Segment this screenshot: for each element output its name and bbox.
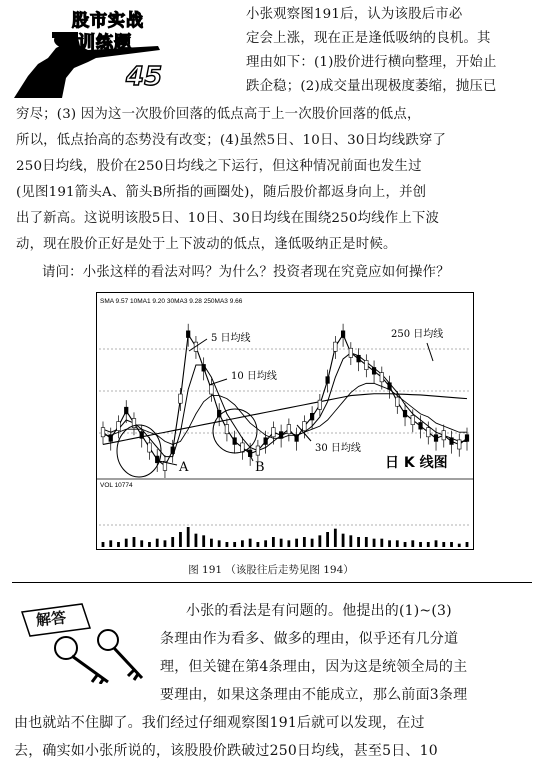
candle-body — [171, 447, 175, 454]
volume-bar — [450, 542, 453, 547]
volume-bar — [388, 540, 391, 547]
exercise-badge — [8, 6, 178, 102]
candle-body — [279, 432, 283, 439]
volume-bar — [287, 540, 290, 547]
candle-body — [442, 431, 446, 440]
volume-bar — [164, 540, 167, 547]
candle-body — [310, 413, 314, 420]
volume-bar — [233, 542, 236, 547]
volume-bar — [435, 540, 438, 547]
chart-svg — [97, 293, 473, 549]
volume-bar — [411, 540, 414, 547]
ma-line-1 — [103, 353, 467, 457]
candle-body — [101, 428, 105, 437]
answer-line: 由也就站不住脚了。我们经过仔细观察图191后就可以发现，在过 — [14, 715, 425, 731]
volume-bar — [109, 540, 112, 547]
label-a: A — [179, 460, 189, 475]
volume-bar — [156, 539, 159, 547]
candle-body — [117, 422, 121, 431]
volume-bar — [295, 539, 298, 547]
volume-bar — [396, 540, 399, 547]
candle-body — [303, 422, 307, 431]
candle-body — [109, 435, 113, 442]
question-line: 理由如下：(1)股价进行横向整理，开始止 — [246, 55, 497, 70]
label-5-day-ma: 5 日均线 — [211, 333, 251, 344]
candle-body — [155, 456, 159, 463]
candle-body — [264, 438, 268, 445]
candle-body — [140, 432, 144, 439]
candle-body — [326, 377, 330, 384]
answer-line: 小张的看法是有问题的。他提出的(1)~(3) — [186, 603, 452, 619]
question-line: 穷尽；(3) 因为这一次股价回落的低点高于上一次股价回落的低点， — [16, 107, 421, 122]
k-line-chart — [96, 292, 474, 550]
volume-bar — [326, 532, 329, 547]
volume-bar — [419, 542, 422, 547]
badge-subtitle: 训练题 — [78, 33, 132, 53]
volume-bar — [218, 540, 221, 547]
candle-body — [334, 342, 338, 351]
volume-bar — [404, 542, 407, 547]
question-line: 出了新高。这说明该股5日、10日、30日均线在围绕250均线作上下波 — [16, 211, 440, 226]
candle-body — [225, 425, 229, 434]
candle-body — [403, 410, 407, 417]
question-line: 定会上涨，现在正是逢低吸纳的良机。其 — [246, 31, 491, 46]
candle-body — [341, 331, 345, 338]
candle-body — [287, 425, 291, 434]
volume-bar — [280, 539, 283, 547]
figure-caption: 图 191 （该股往后走势见图 194） — [188, 564, 354, 576]
volume-bar — [318, 535, 321, 547]
candle-body — [434, 435, 438, 442]
volume-bar — [334, 529, 337, 547]
volume-bar — [210, 539, 213, 547]
candle-body — [388, 383, 392, 390]
question-line: 请问：小张这样的看法对吗？为什么？投资者现在究竟应如何操作？ — [42, 265, 450, 280]
volume-bar — [187, 527, 190, 547]
candle-body — [318, 400, 322, 409]
label-250-day-ma: 250 日均线 — [391, 329, 444, 340]
volume-bar — [179, 532, 182, 547]
question-line: 小张观察图191后，认为该股后市必 — [246, 7, 463, 22]
candle-body — [233, 438, 237, 445]
question-line: 动，现在股价正好是处于上下波动的低点，逢低吸纳正是时候。 — [16, 237, 397, 252]
volume-bar — [202, 535, 205, 547]
candle-body — [179, 394, 183, 403]
ma-line-0 — [103, 334, 467, 465]
volume-bar — [349, 535, 352, 547]
label-b: B — [255, 460, 265, 475]
candle-body — [365, 360, 369, 369]
volume-bar — [342, 534, 345, 547]
candle-body — [465, 435, 469, 442]
candle-body — [426, 428, 430, 437]
candle-body — [124, 407, 128, 414]
candle-body — [272, 428, 276, 437]
question-line: (见图191箭头A、箭头B所指的画圈处)，随后股价都返身向上，并创 — [16, 185, 427, 200]
volume-bar — [303, 537, 306, 547]
candle-body — [256, 446, 260, 455]
volume-bar — [256, 542, 259, 547]
candle-body — [411, 415, 415, 424]
candle-body — [357, 355, 361, 362]
badge-title: 股市实战 — [72, 11, 144, 31]
volume-bar — [458, 544, 461, 547]
volume-bar — [241, 540, 244, 547]
volume-bar — [125, 539, 128, 547]
volume-label: VOL 10774 — [100, 482, 133, 489]
volume-bar — [133, 537, 136, 547]
question-line: 所以，低点抬高的态势没有改变；(4)虽然5日、10日、30日均线跌穿了 — [16, 133, 447, 148]
candle-body — [450, 438, 454, 445]
volume-bar — [466, 542, 469, 547]
candle-body — [295, 435, 299, 442]
chart-header-text: SMA 9.57 10MA1 9.20 30MA3 9.28 250MA3 9.66 — [100, 298, 243, 305]
answer-line: 理，但关键在第4条理由，因为这是统领全局的主 — [160, 659, 468, 675]
volume-bar — [195, 534, 198, 547]
volume-bar — [272, 537, 275, 547]
pointer-250 — [427, 343, 433, 361]
volume-bar — [442, 542, 445, 547]
answer-line: 要理由，如果这条理由不能成立，那么前面3条理 — [160, 687, 468, 703]
candle-body — [202, 364, 206, 371]
candle-body — [457, 440, 461, 449]
section-divider — [12, 582, 532, 583]
volume-bar — [226, 542, 229, 547]
volume-bar — [357, 537, 360, 547]
candle-body — [395, 397, 399, 406]
badge-number: 45 — [126, 62, 163, 92]
candle-body — [419, 422, 423, 429]
label-30-day-ma: 30 日均线 — [315, 443, 361, 454]
question-line: 250日均线，股价在250日均线之下运行，但这种情况前面也发生过 — [16, 159, 422, 174]
question-line: 跌企稳；(2)成交量出现极度萎缩，抛压已 — [246, 79, 497, 94]
answer-line: 条理由作为看多、做多的理由，似乎还有几分道 — [160, 631, 459, 647]
volume-bar — [102, 542, 105, 547]
volume-bar — [380, 539, 383, 547]
answer-badge — [12, 598, 162, 684]
volume-bar — [311, 539, 314, 547]
candle-body — [372, 367, 376, 374]
volume-bar — [365, 537, 368, 547]
volume-bar — [427, 542, 430, 547]
candle-body — [210, 385, 214, 394]
candle-body — [148, 443, 152, 452]
volume-bar — [264, 540, 267, 547]
answer-line: 去，确实如小张所说的，该股股价跌破过250日均线，甚至5日、10 — [14, 743, 438, 759]
candle-body — [186, 331, 190, 338]
volume-bar — [171, 537, 174, 547]
label-10-day-ma: 10 日均线 — [231, 371, 277, 382]
label-k-line: 日 K 线图 — [385, 455, 448, 471]
answer-label: 解答 — [35, 608, 67, 630]
volume-bar — [373, 539, 376, 547]
volume-bar — [140, 540, 143, 547]
volume-bar — [117, 542, 120, 547]
volume-bar — [249, 539, 252, 547]
candle-body — [349, 348, 353, 357]
volume-bar — [148, 542, 151, 547]
candle-body — [380, 373, 384, 382]
